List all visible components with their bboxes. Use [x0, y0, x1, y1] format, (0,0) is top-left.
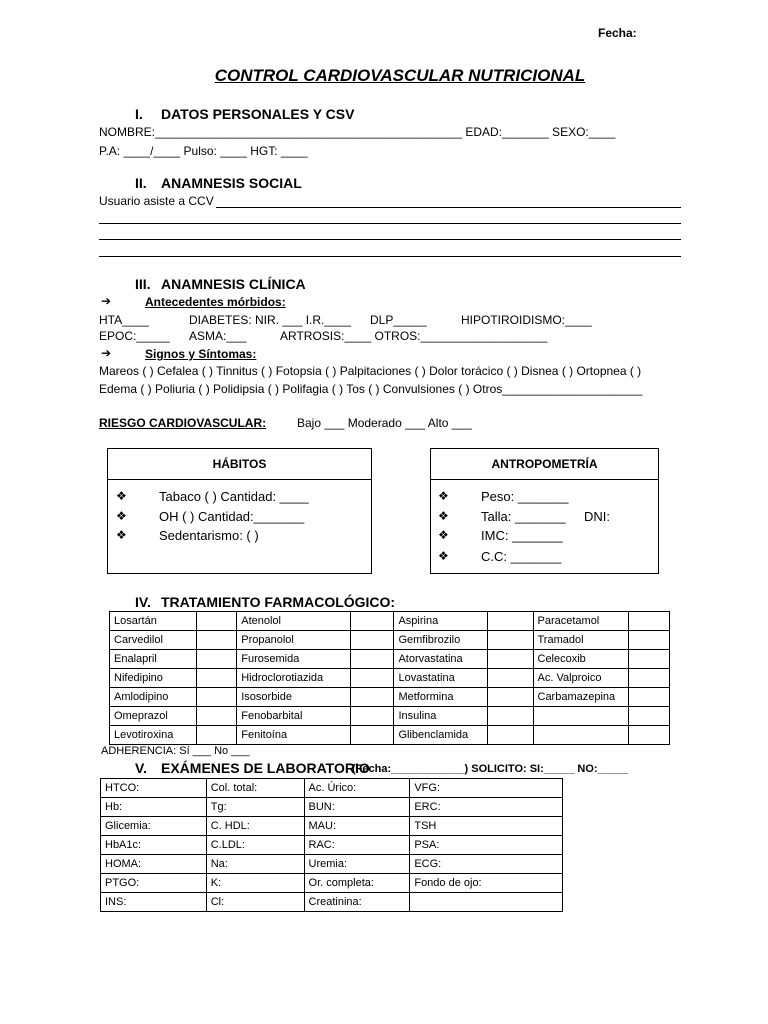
- medication-name: Gemfibrozilo: [394, 631, 488, 650]
- medication-name: Hidroclorotiazida: [237, 669, 351, 688]
- lab-result-cell[interactable]: ECG:: [410, 855, 563, 874]
- medication-name: Propanolol: [237, 631, 351, 650]
- medication-table: [109, 611, 670, 745]
- medication-check-cell[interactable]: [629, 688, 670, 707]
- medication-name: Tramadol: [533, 631, 629, 650]
- table-row: [110, 726, 670, 745]
- lab-result-cell[interactable]: MAU:: [304, 817, 410, 836]
- medication-name: Carbamazepina: [533, 688, 629, 707]
- cc-field[interactable]: C.C: _______: [481, 549, 562, 564]
- section5-title: EXÁMENES DE LABORATORIO: [161, 760, 370, 776]
- lab-result-cell[interactable]: INS:: [101, 893, 207, 912]
- table-row: [101, 874, 563, 893]
- arrow-icon: ➔: [101, 346, 112, 360]
- table-row: [101, 779, 563, 798]
- medication-check-cell[interactable]: [488, 669, 533, 688]
- section5-number: V.: [135, 760, 147, 776]
- epoc-field[interactable]: EPOC:_____: [99, 329, 170, 343]
- dni-field[interactable]: DNI:: [584, 509, 610, 524]
- table-row: [101, 855, 563, 874]
- table-row: [110, 631, 670, 650]
- hta-field[interactable]: HTA____: [99, 313, 149, 327]
- medication-check-cell[interactable]: [196, 688, 237, 707]
- lab-result-cell[interactable]: Ac. Úrico:: [304, 779, 410, 798]
- medication-check-cell[interactable]: [196, 669, 237, 688]
- medication-check-cell[interactable]: [488, 631, 533, 650]
- lab-result-cell[interactable]: PTGO:: [101, 874, 207, 893]
- medication-check-cell[interactable]: [196, 707, 237, 726]
- asma-field[interactable]: ASMA:___: [189, 329, 247, 343]
- diamond-bullet-icon: ❖: [438, 528, 449, 542]
- peso-field[interactable]: Peso: _______: [481, 489, 569, 504]
- medication-check-cell[interactable]: [488, 707, 533, 726]
- medication-name: Metformina: [394, 688, 488, 707]
- medication-name: Fenobarbital: [237, 707, 351, 726]
- medication-check-cell[interactable]: [488, 612, 533, 631]
- artrosis-otros-field[interactable]: ARTROSIS:____ OTROS:___________________: [280, 329, 548, 343]
- lab-result-cell[interactable]: Na:: [206, 855, 304, 874]
- medication-name: Enalapril: [110, 650, 197, 669]
- lab-result-cell[interactable]: Fondo de ojo:: [410, 874, 563, 893]
- medication-name: Losartán: [110, 612, 197, 631]
- lab-result-cell[interactable]: Uremia:: [304, 855, 410, 874]
- medication-name: Aspirina: [394, 612, 488, 631]
- section4-title: TRATAMIENTO FARMACOLÓGICO:: [161, 594, 396, 610]
- habitos-box: [107, 448, 372, 574]
- tabaco-field[interactable]: Tabaco ( ) Cantidad: ____: [159, 489, 309, 504]
- section1-number: I.: [135, 106, 143, 122]
- medication-check-cell[interactable]: [351, 631, 394, 650]
- lab-result-cell[interactable]: BUN:: [304, 798, 410, 817]
- medication-check-cell[interactable]: [629, 726, 670, 745]
- section2-number: II.: [135, 175, 147, 191]
- medication-name: Atenolol: [237, 612, 351, 631]
- table-row: [101, 817, 563, 836]
- diamond-bullet-icon: ❖: [438, 509, 449, 523]
- lab-result-cell[interactable]: HTCO:: [101, 779, 207, 798]
- personal-data-line-1[interactable]: NOMBRE:______________________________________________ EDAD:_______ SEXO:____: [99, 125, 616, 139]
- diamond-bullet-icon: ❖: [116, 489, 127, 503]
- medication-check-cell[interactable]: [629, 631, 670, 650]
- dlp-field[interactable]: DLP_____: [370, 313, 427, 327]
- page-title: CONTROL CARDIOVASCULAR NUTRICIONAL: [214, 66, 586, 85]
- medication-name: Ac. Valproico: [533, 669, 629, 688]
- medication-check-cell[interactable]: [351, 650, 394, 669]
- antropometria-title: ANTROPOMETRÍA: [431, 449, 658, 480]
- medication-check-cell[interactable]: [629, 707, 670, 726]
- table-row: [110, 688, 670, 707]
- lab-request-fields[interactable]: (Fecha:____________) SOLICITO: SI:_____ NO:_____: [352, 763, 629, 775]
- medication-check-cell[interactable]: [351, 707, 394, 726]
- diabetes-field[interactable]: DIABETES: NIR. ___ I.R.____: [189, 313, 352, 327]
- lab-result-cell[interactable]: Glicemia:: [101, 817, 207, 836]
- table-row: [110, 650, 670, 669]
- medication-check-cell[interactable]: [196, 612, 237, 631]
- talla-field[interactable]: Talla: _______: [481, 509, 566, 524]
- medication-check-cell[interactable]: [488, 726, 533, 745]
- medication-name: Fenitoína: [237, 726, 351, 745]
- medication-name: Amlodipino: [110, 688, 197, 707]
- table-row: [110, 669, 670, 688]
- sedentarismo-field[interactable]: Sedentarismo: ( ): [159, 528, 259, 543]
- antropometria-box: [430, 448, 659, 574]
- medication-check-cell[interactable]: [196, 726, 237, 745]
- medication-name: Celecoxib: [533, 650, 629, 669]
- medication-check-cell[interactable]: [629, 612, 670, 631]
- lab-result-cell[interactable]: PSA:: [410, 836, 563, 855]
- table-row: [101, 836, 563, 855]
- medication-check-cell[interactable]: [488, 650, 533, 669]
- medication-check-cell[interactable]: [488, 688, 533, 707]
- medication-check-cell[interactable]: [351, 612, 394, 631]
- lab-result-cell[interactable]: TSH: [410, 817, 563, 836]
- riesgo-options[interactable]: Bajo ___ Moderado ___ Alto ___: [297, 416, 472, 430]
- table-row: [101, 893, 563, 912]
- diamond-bullet-icon: ❖: [116, 509, 127, 523]
- social-anamnesis-line[interactable]: [216, 207, 681, 208]
- table-row: [110, 612, 670, 631]
- medication-check-cell[interactable]: [196, 631, 237, 650]
- lab-result-cell[interactable]: Creatinina:: [304, 893, 410, 912]
- habitos-title: HÁBITOS: [108, 449, 371, 480]
- section3-number: III.: [135, 276, 151, 292]
- personal-data-line-2[interactable]: P.A: ____/____ Pulso: ____ HGT: ____: [99, 144, 308, 158]
- lab-result-cell[interactable]: RAC:: [304, 836, 410, 855]
- oh-field[interactable]: OH ( ) Cantidad:_______: [159, 509, 305, 524]
- date-label: Fecha:: [598, 26, 637, 40]
- section4-number: IV.: [135, 594, 151, 610]
- lab-result-cell[interactable]: K:: [206, 874, 304, 893]
- medication-name: Glibenclamida: [394, 726, 488, 745]
- lab-result-cell[interactable]: C. HDL:: [206, 817, 304, 836]
- lab-result-cell[interactable]: Tg:: [206, 798, 304, 817]
- section2-title: ANAMNESIS SOCIAL: [161, 175, 302, 191]
- signos-line-2[interactable]: Edema ( ) Poliuria ( ) Polidipsia ( ) Polifagia ( ) Tos ( ) Convulsiones ( ) Otros_____________________: [99, 382, 643, 396]
- lab-result-cell[interactable]: ERC:: [410, 798, 563, 817]
- medication-check-cell[interactable]: [351, 669, 394, 688]
- medication-name: Carvedilol: [110, 631, 197, 650]
- lab-result-cell[interactable]: Or. completa:: [304, 874, 410, 893]
- lab-result-cell[interactable]: HOMA:: [101, 855, 207, 874]
- medication-name: [533, 707, 629, 726]
- medication-check-cell[interactable]: [629, 650, 670, 669]
- medication-name: Insulina: [394, 707, 488, 726]
- riesgo-label: RIESGO CARDIOVASCULAR:: [99, 416, 267, 430]
- medication-name: Nifedipino: [110, 669, 197, 688]
- social-anamnesis-line[interactable]: [99, 223, 681, 224]
- lab-result-cell[interactable]: Hb:: [101, 798, 207, 817]
- table-row: [110, 707, 670, 726]
- lab-table: [100, 778, 563, 912]
- medication-name: [533, 726, 629, 745]
- lab-result-cell[interactable]: [410, 893, 563, 912]
- signos-line-1[interactable]: Mareos ( ) Cefalea ( ) Tinnitus ( ) Fotopsia ( ) Palpitaciones ( ) Dolor torácico ( ) Disnea ( ) Ortopnea ( ): [99, 364, 642, 378]
- diamond-bullet-icon: ❖: [116, 528, 127, 542]
- medication-check-cell[interactable]: [629, 669, 670, 688]
- adherencia-field[interactable]: ADHERENCIA: Sí ___ No ___: [101, 745, 250, 757]
- lab-result-cell[interactable]: Cl:: [206, 893, 304, 912]
- table-row: [101, 798, 563, 817]
- section1-title: DATOS PERSONALES Y CSV: [161, 106, 355, 122]
- imc-field[interactable]: IMC: _______: [481, 528, 563, 543]
- medication-name: Furosemida: [237, 650, 351, 669]
- medication-name: Atorvastatina: [394, 650, 488, 669]
- antecedentes-title: Antecedentes mórbidos:: [145, 295, 286, 309]
- medication-name: Levotiroxina: [110, 726, 197, 745]
- arrow-icon: ➔: [101, 294, 112, 308]
- social-anamnesis-line[interactable]: [99, 239, 681, 240]
- diamond-bullet-icon: ❖: [438, 549, 449, 563]
- lab-result-cell[interactable]: HbA1c:: [101, 836, 207, 855]
- section3-title: ANAMNESIS CLÍNICA: [161, 276, 306, 292]
- medication-check-cell[interactable]: [196, 650, 237, 669]
- medication-name: Paracetamol: [533, 612, 629, 631]
- medication-name: Omeprazol: [110, 707, 197, 726]
- hipotiroidismo-field[interactable]: HIPOTIROIDISMO:____: [461, 313, 592, 327]
- social-anamnesis-label: Usuario asiste a CCV: [99, 194, 214, 208]
- diamond-bullet-icon: ❖: [438, 489, 449, 503]
- medication-check-cell[interactable]: [351, 726, 394, 745]
- medication-check-cell[interactable]: [351, 688, 394, 707]
- lab-result-cell[interactable]: C.LDL:: [206, 836, 304, 855]
- signos-title: Signos y Síntomas:: [145, 347, 257, 361]
- lab-result-cell[interactable]: VFG:: [410, 779, 563, 798]
- medication-name: Lovastatina: [394, 669, 488, 688]
- lab-result-cell[interactable]: Col. total:: [206, 779, 304, 798]
- social-anamnesis-line[interactable]: [99, 256, 681, 257]
- medication-name: Isosorbide: [237, 688, 351, 707]
